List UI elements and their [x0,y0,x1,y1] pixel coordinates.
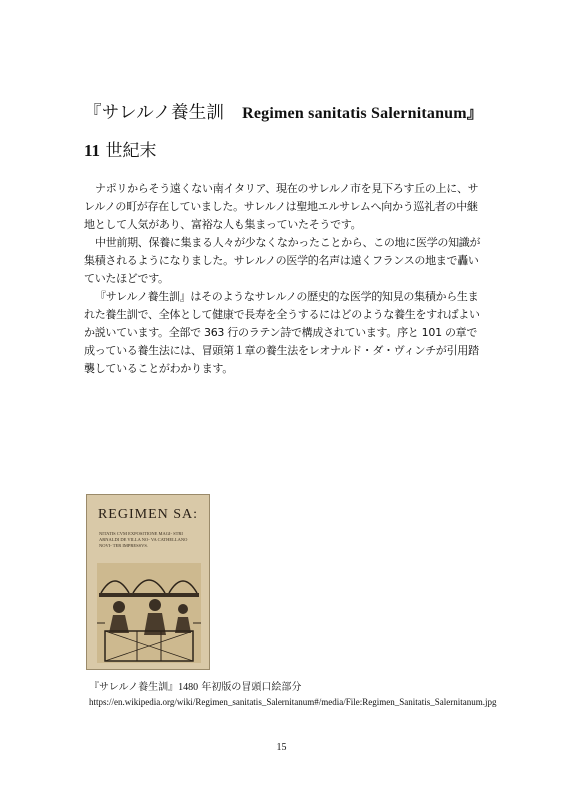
source-url: https://en.wikipedia.org/wiki/Regimen_sanitatis_Salernitanum#/media/File:Regimen_Sanitatis_Salernitanum.jpg [89,697,497,707]
figure-caption [89,678,301,693]
frontispiece-subtext: NITATIS CVM EXPOSITIONE MAGI- STRI ARNALDI DE VILLA NO- VA CATHELLANO NOVI- TER IMPRESSVS. [99,531,188,548]
page-number: 15 [276,742,287,753]
figure-caption-title: 『サレルノ養生訓』 [89,682,179,693]
woodcut-illustration [97,563,201,663]
figure-caption-text: 年初版の冒頭口絵部分 [198,682,302,693]
date-heading-text: 世紀末 [100,141,157,161]
figure-caption-year: 1480 [178,682,199,693]
body-text [84,180,484,378]
date-heading [84,136,156,161]
page-title-japanese: 『サレルノ養生訓 [84,103,225,123]
paragraph-1: ナポリからそう遠くない南イタリア、現在のサレルノ市を見下ろす丘の上に、サレルノの町が存在していました。サレルノは聖地エルサレムへ向かう巡礼者の中継地として人気があり、富裕な人も集まっていたそうです。 [84,182,479,231]
paragraph-3: 『サレルノ養生訓』はそのようなサレルノの歴史的な医学的知見の集積から生まれた養生訓で、全体として健康で長寿を全うするにはどのような養生をすればよいか説いています。全部で 363 行のラテン詩で構成されています。序と 101 の章で成っている養生法には、冒頭第１章の養生法をレオナルド・ダ・ヴィンチが引用踏襲していることがわかります。 [84,290,480,375]
frontispiece-image [86,494,210,670]
page-title-latin: Regimen sanitatis Salernitanum』 [242,105,483,122]
page-title [84,99,524,124]
date-heading-number: 11 [84,141,101,160]
frontispiece-heading: REGIMEN SA: [97,507,199,522]
paragraph-2: 中世前期、保養に集まる人々が少なくなかったことから、この地に医学の知識が集積されるようになりました。サレルノの医学的名声は遠くフランスの地まで轟いていたほどです。 [84,236,481,285]
